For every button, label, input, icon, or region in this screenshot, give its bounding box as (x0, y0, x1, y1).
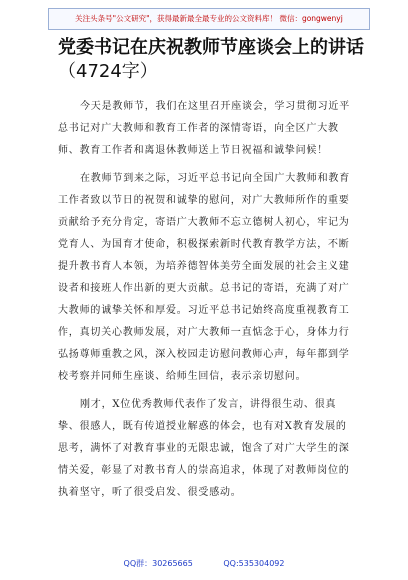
paragraph-2: 在教师节到来之际，习近平总书记向全国广大教师和教育工作者致以节日的祝贺和诚挚的慰问，对广大教师所作的重要贡献给予充分肯定，寄语广大教师不忘立德树人初心，牢记为党育人、为国育才使命，积极探索新时代教育教学方法，不断提升教书育人本领，为培养德智体美劳全面发展的社会主义建设者和接班人作出新的更大贡献。总书记的寄语，充满了对广大教师的诚挚关怀和厚爱。习近平总书记始终高度重视教育工作，真切关心教师发展，对广大教师一直惦念于心，身体力行弘扬尊师重教之风，深入校园走访慰问教师心声，每年都到学校考察并同师生座谈、给师生回信，表示亲切慰问。 (58, 173, 350, 382)
paragraph-3: 刚才，X位优秀教师代表作了发言，讲得很生动、很真挚、很感人，既有传道授业解惑的体会，也有对X教育发展的思考，满怀了对教育事业的无限忠诚，饱含了对广大学生的深情关爱，彰显了对教书育人的崇高追求，体现了对教师岗位的执着坚守，听了很受启发、很受感动。 (58, 399, 350, 498)
paragraph-1: 今天是教师节，我们在这里召开座谈会，学习贯彻习近平总书记对广大教师和教育工作者的深情寄语，向全区广大教师、教育工作者和离退休教师送上节日祝福和诚挚问候！ (58, 101, 350, 156)
title-line-1: 党委书记在庆祝教师节座谈会上的讲话 (58, 37, 364, 58)
document-body (58, 96, 356, 510)
footer-qq: QQ:535304092 (223, 559, 285, 568)
page-footer (0, 558, 408, 569)
document-title (58, 36, 388, 84)
title-word-count: （4724字） (58, 61, 158, 82)
footer-qq-group: QQ群：30265665 (123, 559, 193, 568)
header-banner: 关注头条号"公文研究"，获得最新最全最专业的公文资料库！ 微信：gongwenyj (48, 8, 370, 30)
